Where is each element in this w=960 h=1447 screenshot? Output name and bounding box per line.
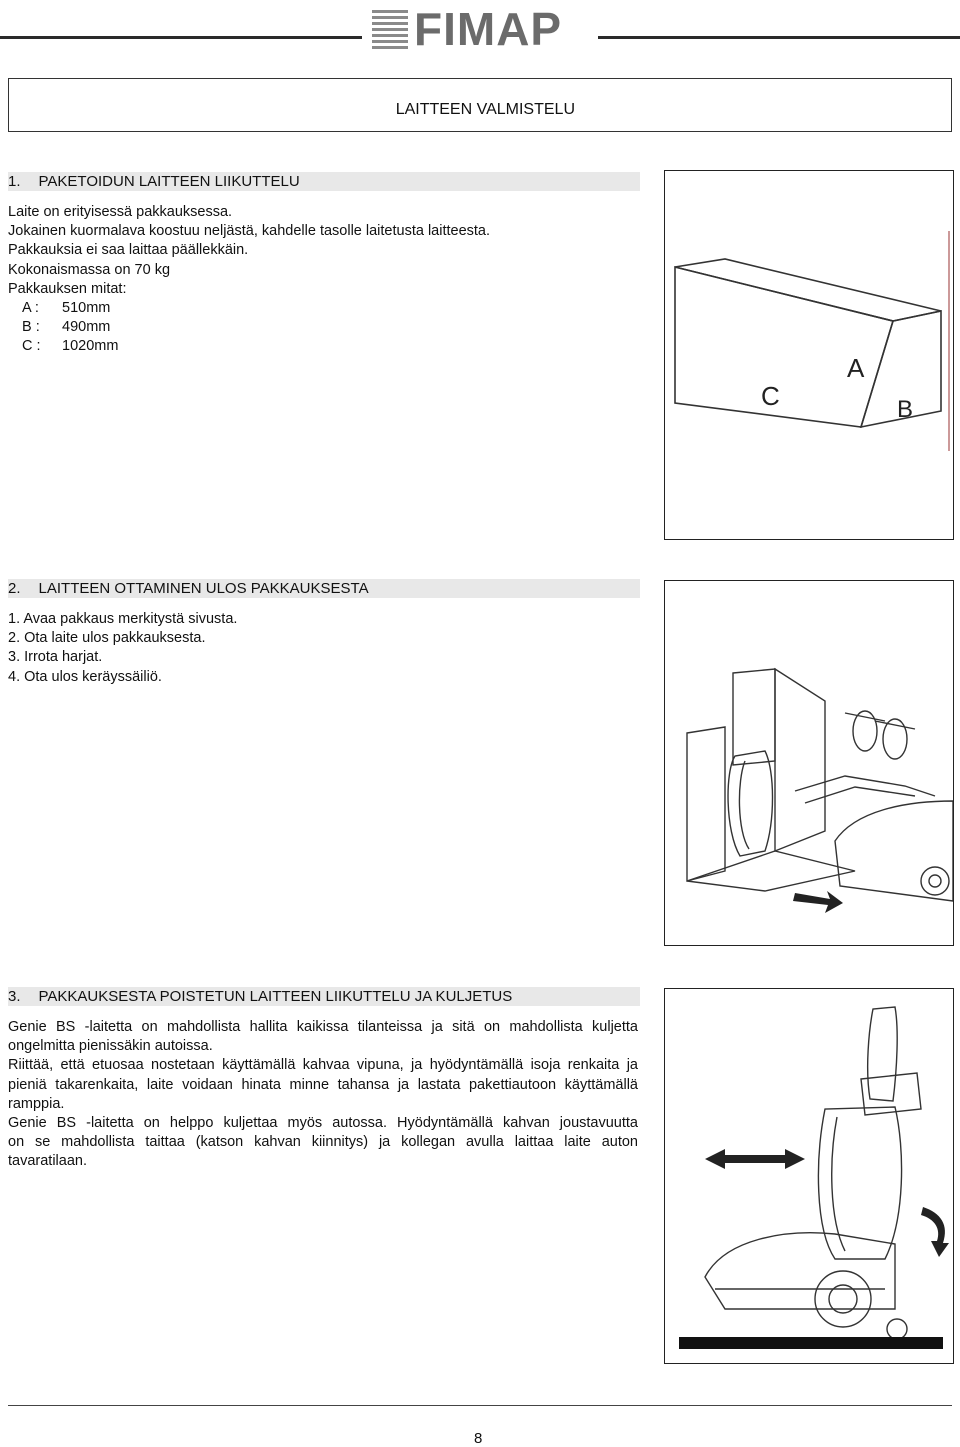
header-rule-right xyxy=(598,36,960,39)
logo-text: FIMAP xyxy=(414,3,563,55)
dimension-row xyxy=(8,318,490,337)
section-1-text xyxy=(8,203,490,357)
dimension-value: 510mm xyxy=(62,300,111,317)
dimension-row xyxy=(8,337,490,356)
unpack-step: 1. Avaa pakkaus merkitystä sivusta. xyxy=(8,611,238,627)
section-3-paragraph: Riittää, että etuosaa nostetaan käyttämällä kahvaa vipuna, ja hyödyntämällä isoja renkaita ja pieniä takarenkaita, laite voidaan hinata minne tahansa ja lastata pakettiautoon käyttämällä ramppia. xyxy=(8,1057,638,1112)
section-1-line: Pakkauksen mitat: xyxy=(8,280,127,297)
section-2-steps xyxy=(8,610,237,687)
footer-rule xyxy=(8,1405,952,1406)
unpacking-figure xyxy=(664,580,954,946)
transport-drawing xyxy=(665,989,953,1363)
unpacking-drawing xyxy=(665,581,953,945)
label-a: A xyxy=(847,353,865,383)
section-2-heading xyxy=(8,579,640,598)
dimension-label: A : xyxy=(22,300,39,317)
unpack-step: 2. Ota laite ulos pakkauksesta. xyxy=(8,630,206,647)
section-2-title: LAITTEEN OTTAMINEN ULOS PAKKAUKSESTA xyxy=(38,580,369,597)
package-figure xyxy=(664,170,954,540)
section-1-line: Jokainen kuormalava koostuu neljästä, kahdelle tasolle laitetusta laitteesta. xyxy=(8,223,491,240)
dimension-value: 490mm xyxy=(62,319,111,336)
page-number: 8 xyxy=(474,1430,483,1447)
section-3-paragraph: Genie BS -laitetta on mahdollista hallita kaikissa tilanteissa ja sitä on mahdollista kuljetta ongelmitta pienissäkin autoissa. xyxy=(8,1019,638,1055)
section-3-paragraph: Genie BS -laitetta on helppo kuljettaa myös autossa. Hyödyntämällä kahvan joustavuutta xyxy=(8,1115,638,1132)
transport-figure xyxy=(664,988,954,1364)
section-3-heading xyxy=(8,987,640,1006)
section-1-line: Laite on erityisessä pakkauksessa. xyxy=(8,204,233,220)
section-1-line: Pakkauksia ei saa laittaa päällekkäin. xyxy=(8,242,249,259)
fimap-logo xyxy=(370,3,594,55)
section-3-paragraph: on se mahdollista taittaa (katson kahvan kiinnitys) ja kollegan avulla laittaa laite auton tavaratilaan. xyxy=(8,1134,638,1170)
section-2-number: 2. xyxy=(8,580,21,597)
package-box-drawing xyxy=(665,171,953,539)
section-1-number: 1. xyxy=(8,173,21,190)
logo-stripes-icon xyxy=(370,6,410,52)
label-c: C xyxy=(761,381,780,411)
unpack-step: 4. Ota ulos keräyssäiliö. xyxy=(8,668,162,685)
dimension-value: 1020mm xyxy=(62,338,119,355)
dimension-row xyxy=(8,299,490,318)
header-rule-left xyxy=(0,36,362,39)
page-title: LAITTEEN VALMISTELU xyxy=(395,101,575,118)
dimension-label: C : xyxy=(22,338,41,355)
section-3-number: 3. xyxy=(8,988,21,1005)
section-1-heading xyxy=(8,172,640,191)
title-box xyxy=(8,78,952,132)
section-3-title: PAKKAUKSESTA POISTETUN LAITTEEN LIIKUTTELU JA KULJETUS xyxy=(38,988,513,1005)
section-1-line: Kokonaismassa on 70 kg xyxy=(8,261,171,278)
unpack-step: 3. Irrota harjat. xyxy=(8,649,103,666)
section-1-title: PAKETOIDUN LAITTEEN LIIKUTTELU xyxy=(38,173,300,190)
label-b: B xyxy=(897,396,914,423)
dimension-label: B : xyxy=(22,319,40,336)
section-3-text xyxy=(8,1018,638,1172)
